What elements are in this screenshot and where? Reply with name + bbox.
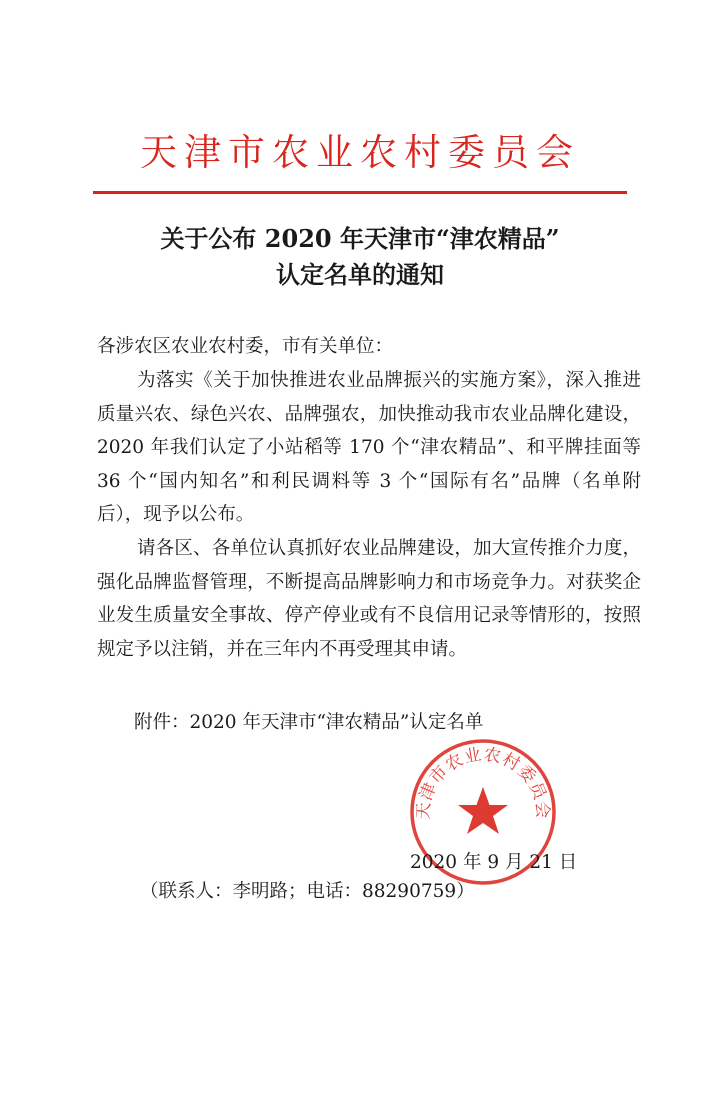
contact-info: （联系人：李明路；电话：88290759） [140,881,475,902]
notice-title-line2: 认定名单的通知 [276,260,444,289]
body-paragraph-1: 为落实《关于加快推进农业品牌振兴的实施方案》，深入推进质量兴农、绿色兴农、品牌强农，加快推动我市农业品牌化建设，2020 年我们认定了小站稻等 170 个“津农精品”、和平牌挂面等 36 个“国内知名”和利民调料等 3 个“国际有名”品牌（名单附后），现予以公布。 [97,370,641,525]
salutation: 各涉农区农业农村委，市有关单位： [97,336,394,357]
seal-text: 天津市农业农村委员会 [413,744,553,821]
red-divider-line [93,191,627,194]
body-paragraph-2: 请各区、各单位认真抓好农业品牌建设，加大宣传推介力度，强化品牌监督管理，不断提高品牌影响力和市场竞争力。对获奖企业发生质量安全事故、停产停业或有不良信用记录等情形的，按照规定予以注销，并在三年内不再受理其申请。 [97,538,641,660]
notice-title-line1: 关于公布 2020 年天津市“津农精品” [160,224,560,253]
seal-star-icon [458,787,508,834]
issuer-title: 天津市农业农村委员会 [140,131,580,174]
attachment-line: 附件：2020 年天津市“津农精品”认定名单 [134,712,484,733]
document-date: 2020 年 9 月 21 日 [410,852,578,873]
